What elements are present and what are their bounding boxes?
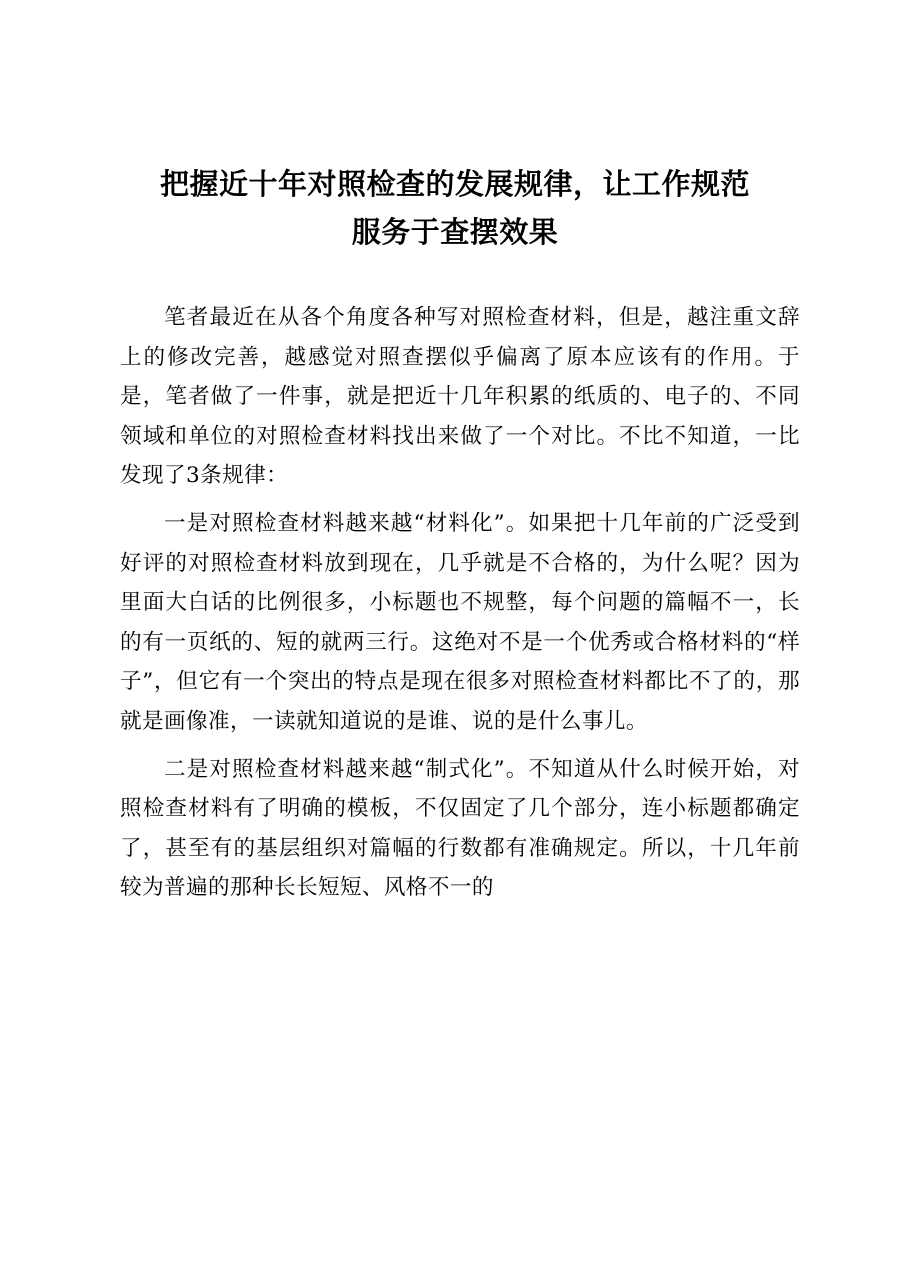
document-body bbox=[120, 298, 800, 916]
paragraph-rule-one: 一是对照检查材料越来越“材料化”。如果把十几年前的广泛受到好评的对照检查材料放到现在，几乎就是不合格的，为什么呢？因为里面大白话的比例很多，小标题也不规整，每个问题的篇幅不一，长的有一页纸的、短的就两三行。这绝对不是一个优秀或合格材料的“样子”，但它有一个突出的特点是现在很多对照检查材料都比不了的，那就是画像准，一读就知道说的是谁、说的是什么事儿。 bbox=[120, 510, 800, 734]
paragraph-rule-two: 二是对照检查材料越来越“制式化”。不知道从什么时候开始，对照检查材料有了明确的模板，不仅固定了几个部分，连小标题都确定了，甚至有的基层组织对篇幅的行数都有准确规定。所以，十几年前较为普遍的那种长长短短、风格不一的 bbox=[120, 756, 800, 901]
document-title bbox=[110, 160, 800, 256]
title-line-1: 把握近十年对照检查的发展规律，让工作规范 bbox=[159, 167, 750, 201]
title-line-2: 服务于查摆效果 bbox=[351, 215, 559, 249]
paragraph-intro: 笔者最近在从各个角度各种写对照检查材料，但是，越注重文辞上的修改完善，越感觉对照查摆似乎偏离了原本应该有的作用。于是，笔者做了一件事，就是把近十几年积累的纸质的、电子的、不同领域和单位的对照检查材料找出来做了一个对比。不比不知道，一比发现了3条规律： bbox=[120, 305, 800, 489]
